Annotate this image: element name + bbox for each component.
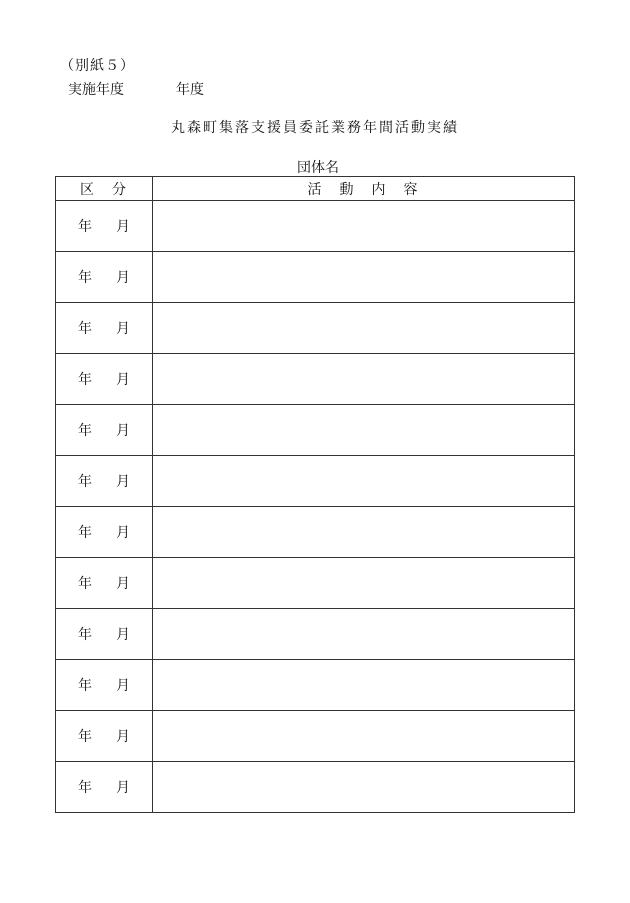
table-row xyxy=(56,762,575,813)
activity-content-cell[interactable] xyxy=(153,711,575,762)
year-label: 年 xyxy=(78,372,92,388)
activity-content-cell[interactable] xyxy=(153,405,575,456)
activity-content-cell[interactable] xyxy=(153,558,575,609)
year-label: 年 xyxy=(78,423,92,439)
column-header-content: 活 動 内 容 xyxy=(153,177,575,201)
month-label: 月 xyxy=(116,474,130,490)
table-row xyxy=(56,201,575,252)
period-cell xyxy=(56,252,153,303)
period-cell xyxy=(56,558,153,609)
month-label: 月 xyxy=(116,780,130,796)
activity-content-cell[interactable] xyxy=(153,762,575,813)
table-row xyxy=(56,507,575,558)
month-label: 月 xyxy=(116,219,130,235)
month-label: 月 xyxy=(116,729,130,745)
period-cell xyxy=(56,354,153,405)
table-header-row xyxy=(56,177,575,201)
month-label: 月 xyxy=(116,576,130,592)
fiscal-year-suffix: 年度 xyxy=(176,82,204,98)
fiscal-year-label: 実施年度 xyxy=(68,82,124,98)
period-cell xyxy=(56,456,153,507)
document-title: 丸森町集落支援員委託業務年間活動実績 xyxy=(171,120,459,136)
year-label: 年 xyxy=(78,627,92,643)
period-cell xyxy=(56,405,153,456)
table-row xyxy=(56,252,575,303)
activity-records-table xyxy=(55,176,575,813)
table-row xyxy=(56,660,575,711)
table-row xyxy=(56,354,575,405)
year-label: 年 xyxy=(78,729,92,745)
table-row xyxy=(56,405,575,456)
period-cell xyxy=(56,303,153,354)
period-cell xyxy=(56,201,153,252)
activity-content-cell[interactable] xyxy=(153,609,575,660)
year-label: 年 xyxy=(78,321,92,337)
activity-content-cell[interactable] xyxy=(153,354,575,405)
column-header-period: 区 分 xyxy=(56,177,153,201)
year-label: 年 xyxy=(78,780,92,796)
table-row xyxy=(56,711,575,762)
fiscal-year-line xyxy=(68,79,204,99)
period-cell xyxy=(56,609,153,660)
table-row xyxy=(56,456,575,507)
month-label: 月 xyxy=(116,423,130,439)
month-label: 月 xyxy=(116,525,130,541)
group-name-label: 団体名 xyxy=(297,160,339,176)
activity-content-cell[interactable] xyxy=(153,201,575,252)
year-label: 年 xyxy=(78,270,92,286)
year-label: 年 xyxy=(78,525,92,541)
activity-content-cell[interactable] xyxy=(153,660,575,711)
month-label: 月 xyxy=(116,372,130,388)
table-row xyxy=(56,609,575,660)
year-label: 年 xyxy=(78,678,92,694)
activity-content-cell[interactable] xyxy=(153,507,575,558)
activity-content-cell[interactable] xyxy=(153,252,575,303)
period-cell xyxy=(56,762,153,813)
annex-label: （別紙５） xyxy=(60,58,135,74)
month-label: 月 xyxy=(116,270,130,286)
activity-content-cell[interactable] xyxy=(153,303,575,354)
year-label: 年 xyxy=(78,576,92,592)
activity-content-cell[interactable] xyxy=(153,456,575,507)
period-cell xyxy=(56,711,153,762)
year-label: 年 xyxy=(78,474,92,490)
month-label: 月 xyxy=(116,627,130,643)
month-label: 月 xyxy=(116,321,130,337)
period-cell xyxy=(56,507,153,558)
table-row xyxy=(56,303,575,354)
year-label: 年 xyxy=(78,219,92,235)
month-label: 月 xyxy=(116,678,130,694)
period-cell xyxy=(56,660,153,711)
table-row xyxy=(56,558,575,609)
